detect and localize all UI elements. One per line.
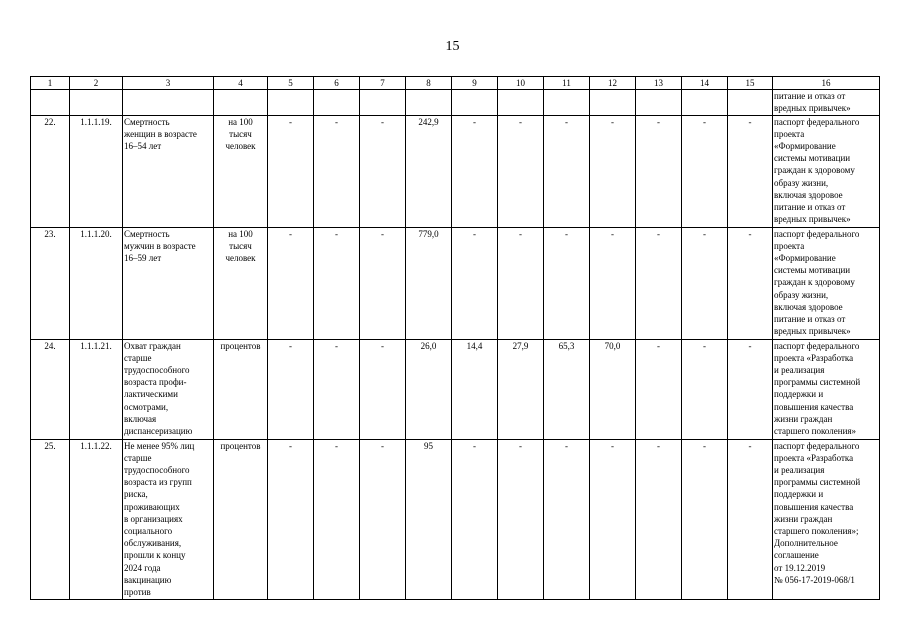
value-cell: -: [590, 227, 636, 339]
indicator-code: 1.1.1.21.: [70, 339, 123, 439]
value-cell: 95: [406, 439, 452, 599]
column-number: 13: [636, 77, 682, 90]
value-cell: -: [498, 115, 544, 227]
table-row: [31, 227, 880, 339]
source-cell: паспорт федерального проекта «Формирование системы мотивации граждан к здоровому образу жизни, включая здоровое питание и отказ от вредных привычек»: [773, 115, 880, 227]
value-cell: -: [544, 115, 590, 227]
value-cell: -: [360, 339, 406, 439]
column-number: 8: [406, 77, 452, 90]
value-cell: 27,9: [498, 339, 544, 439]
value-cell: 26,0: [406, 339, 452, 439]
column-number: 16: [773, 77, 880, 90]
indicators-table: [30, 76, 880, 600]
column-number-row: [31, 77, 880, 90]
value-cell: -: [314, 115, 360, 227]
value-cell: -: [682, 339, 728, 439]
column-number: 10: [498, 77, 544, 90]
unit: на 100 тысяч человек: [214, 115, 268, 227]
unit: процентов: [214, 339, 268, 439]
value-cell: -: [498, 227, 544, 339]
value-cell: -: [636, 339, 682, 439]
value-cell: 14,4: [452, 339, 498, 439]
column-number: 5: [268, 77, 314, 90]
value-cell: -: [544, 227, 590, 339]
value-cell: -: [314, 339, 360, 439]
continuation-row: [31, 90, 880, 115]
value-cell: -: [728, 339, 773, 439]
row-number: 22.: [31, 115, 70, 227]
row-number: 24.: [31, 339, 70, 439]
table-row: [31, 439, 880, 599]
value-cell: -: [728, 115, 773, 227]
column-number: 9: [452, 77, 498, 90]
value-cell: -: [636, 439, 682, 599]
indicator-code: 1.1.1.22.: [70, 439, 123, 599]
column-number: 11: [544, 77, 590, 90]
column-number: 14: [682, 77, 728, 90]
value-cell: -: [452, 439, 498, 599]
indicator-name: Смертность мужчин в возрасте 16–59 лет: [123, 227, 214, 339]
table-row: [31, 115, 880, 227]
indicator-name: Смертность женщин в возрасте 16–54 лет: [123, 115, 214, 227]
column-number: 15: [728, 77, 773, 90]
value-cell: -: [268, 115, 314, 227]
indicator-name: Охват граждан старше трудоспособного возраста профи- лактическими осмотрами, включая диспансеризацию: [123, 339, 214, 439]
unit: на 100 тысяч человек: [214, 227, 268, 339]
column-number: 7: [360, 77, 406, 90]
value-cell: -: [452, 227, 498, 339]
column-number: 12: [590, 77, 636, 90]
page-number: 15: [445, 39, 460, 54]
value-cell: -: [590, 439, 636, 599]
column-number: 1: [31, 77, 70, 90]
source-cell: паспорт федерального проекта «Формирование системы мотивации граждан к здоровому образу жизни, включая здоровое питание и отказ от вредных привычек»: [773, 227, 880, 339]
value-cell: -: [268, 227, 314, 339]
value-cell: -: [360, 115, 406, 227]
value-cell: -: [360, 227, 406, 339]
source-cell: питание и отказ от вредных привычек»: [773, 90, 880, 115]
indicator-name: Не менее 95% лиц старше трудоспособного возраста из групп риска, проживающих в организациях социального обслуживания, прошли к концу 2024 года вакцинацию против: [123, 439, 214, 599]
table-row: [31, 339, 880, 439]
value-cell: -: [268, 439, 314, 599]
column-number: 2: [70, 77, 123, 90]
column-number: 3: [123, 77, 214, 90]
value-cell: -: [728, 227, 773, 339]
value-cell: -: [590, 115, 636, 227]
value-cell: -: [682, 115, 728, 227]
value-cell: -: [682, 227, 728, 339]
source-cell: паспорт федерального проекта «Разработка и реализация программы системной поддержки и повышения качества жизни граждан старшего поколения»: [773, 339, 880, 439]
indicator-code: 1.1.1.20.: [70, 227, 123, 339]
value-cell: -: [728, 439, 773, 599]
column-number: 4: [214, 77, 268, 90]
value-cell: -: [682, 439, 728, 599]
value-cell: -: [636, 227, 682, 339]
column-number: 6: [314, 77, 360, 90]
value-cell: 70,0: [590, 339, 636, 439]
row-number: 25.: [31, 439, 70, 599]
value-cell: -: [636, 115, 682, 227]
value-cell: -: [268, 339, 314, 439]
value-cell: 779,0: [406, 227, 452, 339]
value-cell: -: [314, 227, 360, 339]
value-cell: -: [544, 439, 590, 599]
unit: процентов: [214, 439, 268, 599]
value-cell: -: [498, 439, 544, 599]
indicator-code: 1.1.1.19.: [70, 115, 123, 227]
value-cell: 65,3: [544, 339, 590, 439]
value-cell: 242,9: [406, 115, 452, 227]
value-cell: -: [360, 439, 406, 599]
row-number: 23.: [31, 227, 70, 339]
source-cell: паспорт федерального проекта «Разработка и реализация программы системной поддержки и повышения качества жизни граждан старшего поколения»; Дополнительное соглашение от 19.12.2019 № 056-17-2019-068/1: [773, 439, 880, 599]
value-cell: -: [314, 439, 360, 599]
value-cell: -: [452, 115, 498, 227]
